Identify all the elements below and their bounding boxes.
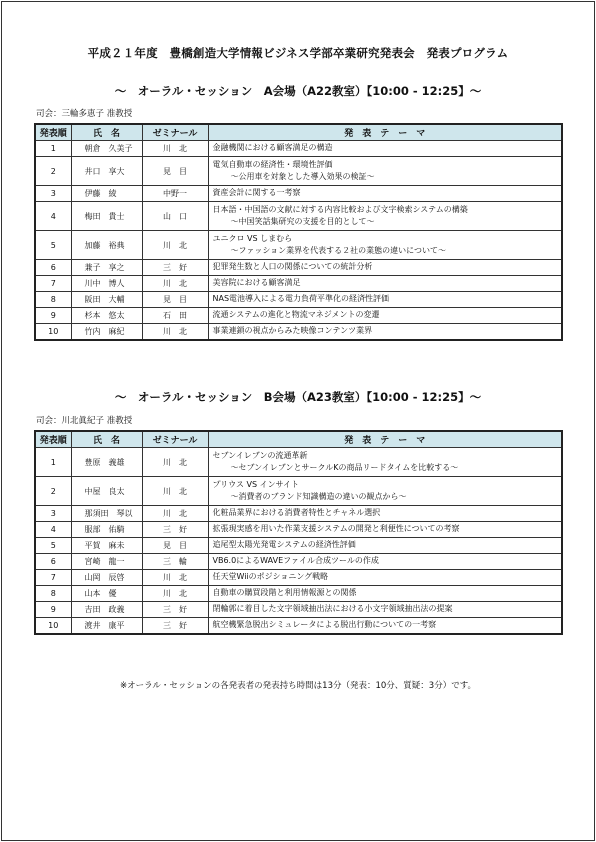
theme-title: NAS電池導入による電力負荷平準化の経済性評価 [212,294,390,304]
presentation-order: 7 [35,276,71,292]
session-a-heading: 〜 オーラル・セッション A会場（A22教室）【10:00 - 12:25】〜 [114,84,482,98]
theme-title: 任天堂Wiiのポジショニング戦略 [212,572,329,582]
presentation-theme [208,522,562,538]
seminar-name: 三 好 [142,602,208,618]
presenter-name: 服部 佑騎 [71,522,142,538]
seminar-name: 見 目 [142,538,208,554]
table-row [35,202,562,231]
seminar-name: 見 目 [142,157,208,186]
theme-title: 犯罪発生数と人口の関係についての統計分析 [212,262,373,272]
presentation-theme [208,276,562,292]
presentation-order: 5 [35,538,71,554]
table-row [35,231,562,260]
table-row [35,276,562,292]
presenter-name: 川中 博人 [71,276,142,292]
presentation-theme [208,506,562,522]
page-title: 平成２１年度 豊橋創造大学情報ビジネス学部卒業研究発表会 発表プログラム [87,46,509,60]
session-b-table [34,430,563,635]
presentation-theme [208,186,562,202]
table-row [35,324,562,341]
theme-subtitle: 〜ファッション業界を代表する２社の業態の違いについて〜 [230,246,447,255]
presentation-order: 5 [35,231,71,260]
seminar-name: 山 口 [142,202,208,231]
seminar-name: 川 北 [142,477,208,506]
seminar-name: 中野一 [142,186,208,202]
theme-subtitle: 〜中国笑話集研究の支援を目的として〜 [230,217,375,226]
header-order: 発表順 [35,431,71,448]
presentation-order: 2 [35,157,71,186]
theme-title: 航空機緊急脱出シミュレータによる脱出行動についての一考察 [212,620,437,630]
theme-subtitle: 〜公用車を対象とした導入効果の検証〜 [230,172,375,181]
theme-title: 流通システムの進化と物流マネジメントの変遷 [212,310,380,320]
presenter-name: 兼子 享之 [71,260,142,276]
presentation-theme [208,202,562,231]
seminar-name: 三 輪 [142,554,208,570]
presentation-order: 3 [35,506,71,522]
presentation-order: 8 [35,292,71,308]
header-seminar: ゼミナール [142,431,208,448]
table-row [35,292,562,308]
seminar-name: 川 北 [142,231,208,260]
presenter-name: 中屋 良太 [71,477,142,506]
seminar-name: 三 好 [142,260,208,276]
seminar-name: 川 北 [142,570,208,586]
presenter-name: 梅田 貴士 [71,202,142,231]
presentation-order: 9 [35,602,71,618]
header-theme: 発 表 テ ー マ [208,124,562,141]
presenter-name: 渡井 康平 [71,618,142,635]
presenter-name: 加藤 裕典 [71,231,142,260]
table-row [35,157,562,186]
presenter-name: 朝倉 久美子 [71,141,142,157]
theme-title: 美容院における顧客満足 [212,278,301,288]
presentation-theme [208,538,562,554]
header-order: 発表順 [35,124,71,141]
presentation-order: 4 [35,202,71,231]
presentation-theme [208,308,562,324]
theme-title: 追尾型太陽光発電システムの経済性評価 [212,540,356,550]
presentation-theme [208,324,562,341]
theme-title: プリウス VS インサイト [212,479,300,489]
presenter-name: 伊藤 綾 [71,186,142,202]
table-row [35,308,562,324]
presentation-order: 4 [35,522,71,538]
presenter-name: 宮崎 龍一 [71,554,142,570]
presentation-order: 1 [35,448,71,477]
presenter-name: 吉田 政義 [71,602,142,618]
theme-title: VB6.0によるWAVEファイル合成ツールの作成 [212,556,379,566]
table-row [35,602,562,618]
presentation-theme [208,602,562,618]
presentation-order: 1 [35,141,71,157]
session-a-chair: 司会：三輪多恵子 准教授 [36,109,133,119]
theme-title: 化粧品業界における消費者特性とチャネル選択 [212,508,381,518]
seminar-name: 川 北 [142,506,208,522]
table-row [35,477,562,506]
header-theme: 発 表 テ ー マ [208,431,562,448]
theme-title: 金融機関における顧客満足の構造 [212,143,333,153]
table-row [35,141,562,157]
header-seminar: ゼミナール [142,124,208,141]
table-row [35,260,562,276]
presenter-name: 杉本 悠太 [71,308,142,324]
presentation-theme [208,618,562,635]
theme-subtitle: 〜消費者のブランド知識構造の違いの観点から〜 [230,492,407,501]
table-row [35,448,562,477]
theme-subtitle: 〜セブンイレブンとサークルKの商品リードタイムを比較する〜 [230,463,459,472]
presentation-theme [208,586,562,602]
header-name: 氏 名 [71,431,142,448]
presentation-theme [208,448,562,477]
table-row [35,554,562,570]
presentation-order: 9 [35,308,71,324]
presentation-theme [208,141,562,157]
presentation-order: 8 [35,586,71,602]
presentation-order: 10 [35,618,71,635]
presentation-theme [208,292,562,308]
theme-title: 閉輪郭に着目した文字領域抽出法における小文字領域抽出法の提案 [212,604,453,614]
table-row [35,570,562,586]
presentation-theme [208,157,562,186]
table-header-row [35,431,562,448]
theme-title: 日本語・中国語の文献に対する内容比較および文字検索システムの構築 [212,204,468,214]
presenter-name: 平賀 麻未 [71,538,142,554]
seminar-name: 三 好 [142,618,208,635]
theme-title: 事業連鎖の視点からみた映像コンテンツ業界 [212,326,373,336]
seminar-name: 見 目 [142,292,208,308]
session-b-chair: 司会：川北眞紀子 准教授 [36,416,133,426]
session-b-heading: 〜 オーラル・セッション B会場（A23教室）【10:00 - 12:25】〜 [114,390,482,404]
presenter-name: 井口 享大 [71,157,142,186]
table-row [35,538,562,554]
presentation-order: 6 [35,260,71,276]
presenter-name: 竹内 麻紀 [71,324,142,341]
presenter-name: 山岡 辰啓 [71,570,142,586]
theme-title: 資産会計に関する一考察 [212,188,301,198]
presenter-name: 那須田 琴以 [71,506,142,522]
presentation-theme [208,231,562,260]
seminar-name: 川 北 [142,586,208,602]
presenter-name: 阪田 大輔 [71,292,142,308]
footnote: ※オーラル・セッションの各発表者の発表持ち時間は13分（発表：10分、質疑：3分）です。 [119,681,477,691]
theme-title: 自動車の購買段階と利用情報源との関係 [212,588,357,598]
table-row [35,618,562,635]
table-row [35,586,562,602]
seminar-name: 川 北 [142,324,208,341]
table-header-row [35,124,562,141]
seminar-name: 川 北 [142,276,208,292]
header-name: 氏 名 [71,124,142,141]
presentation-order: 7 [35,570,71,586]
presentation-order: 2 [35,477,71,506]
presentation-order: 10 [35,324,71,341]
session-a-table [34,123,563,341]
table-row [35,186,562,202]
presentation-theme [208,260,562,276]
seminar-name: 石 田 [142,308,208,324]
theme-title: セブンイレブンの流通革新 [212,450,308,460]
seminar-name: 川 北 [142,448,208,477]
presentation-order: 6 [35,554,71,570]
theme-title: ユニクロ VS しまむら [212,233,293,243]
presenter-name: 豊原 義雄 [71,448,142,477]
theme-title: 拡張現実感を用いた作業支援システムの開発と利便性についての考察 [212,524,460,534]
presenter-name: 山本 優 [71,586,142,602]
presentation-theme [208,570,562,586]
theme-title: 電気自動車の経済性・環境性評価 [212,159,333,169]
table-row [35,506,562,522]
table-row [35,522,562,538]
presentation-theme [208,554,562,570]
presentation-order: 3 [35,186,71,202]
seminar-name: 三 好 [142,522,208,538]
seminar-name: 川 北 [142,141,208,157]
presentation-theme [208,477,562,506]
